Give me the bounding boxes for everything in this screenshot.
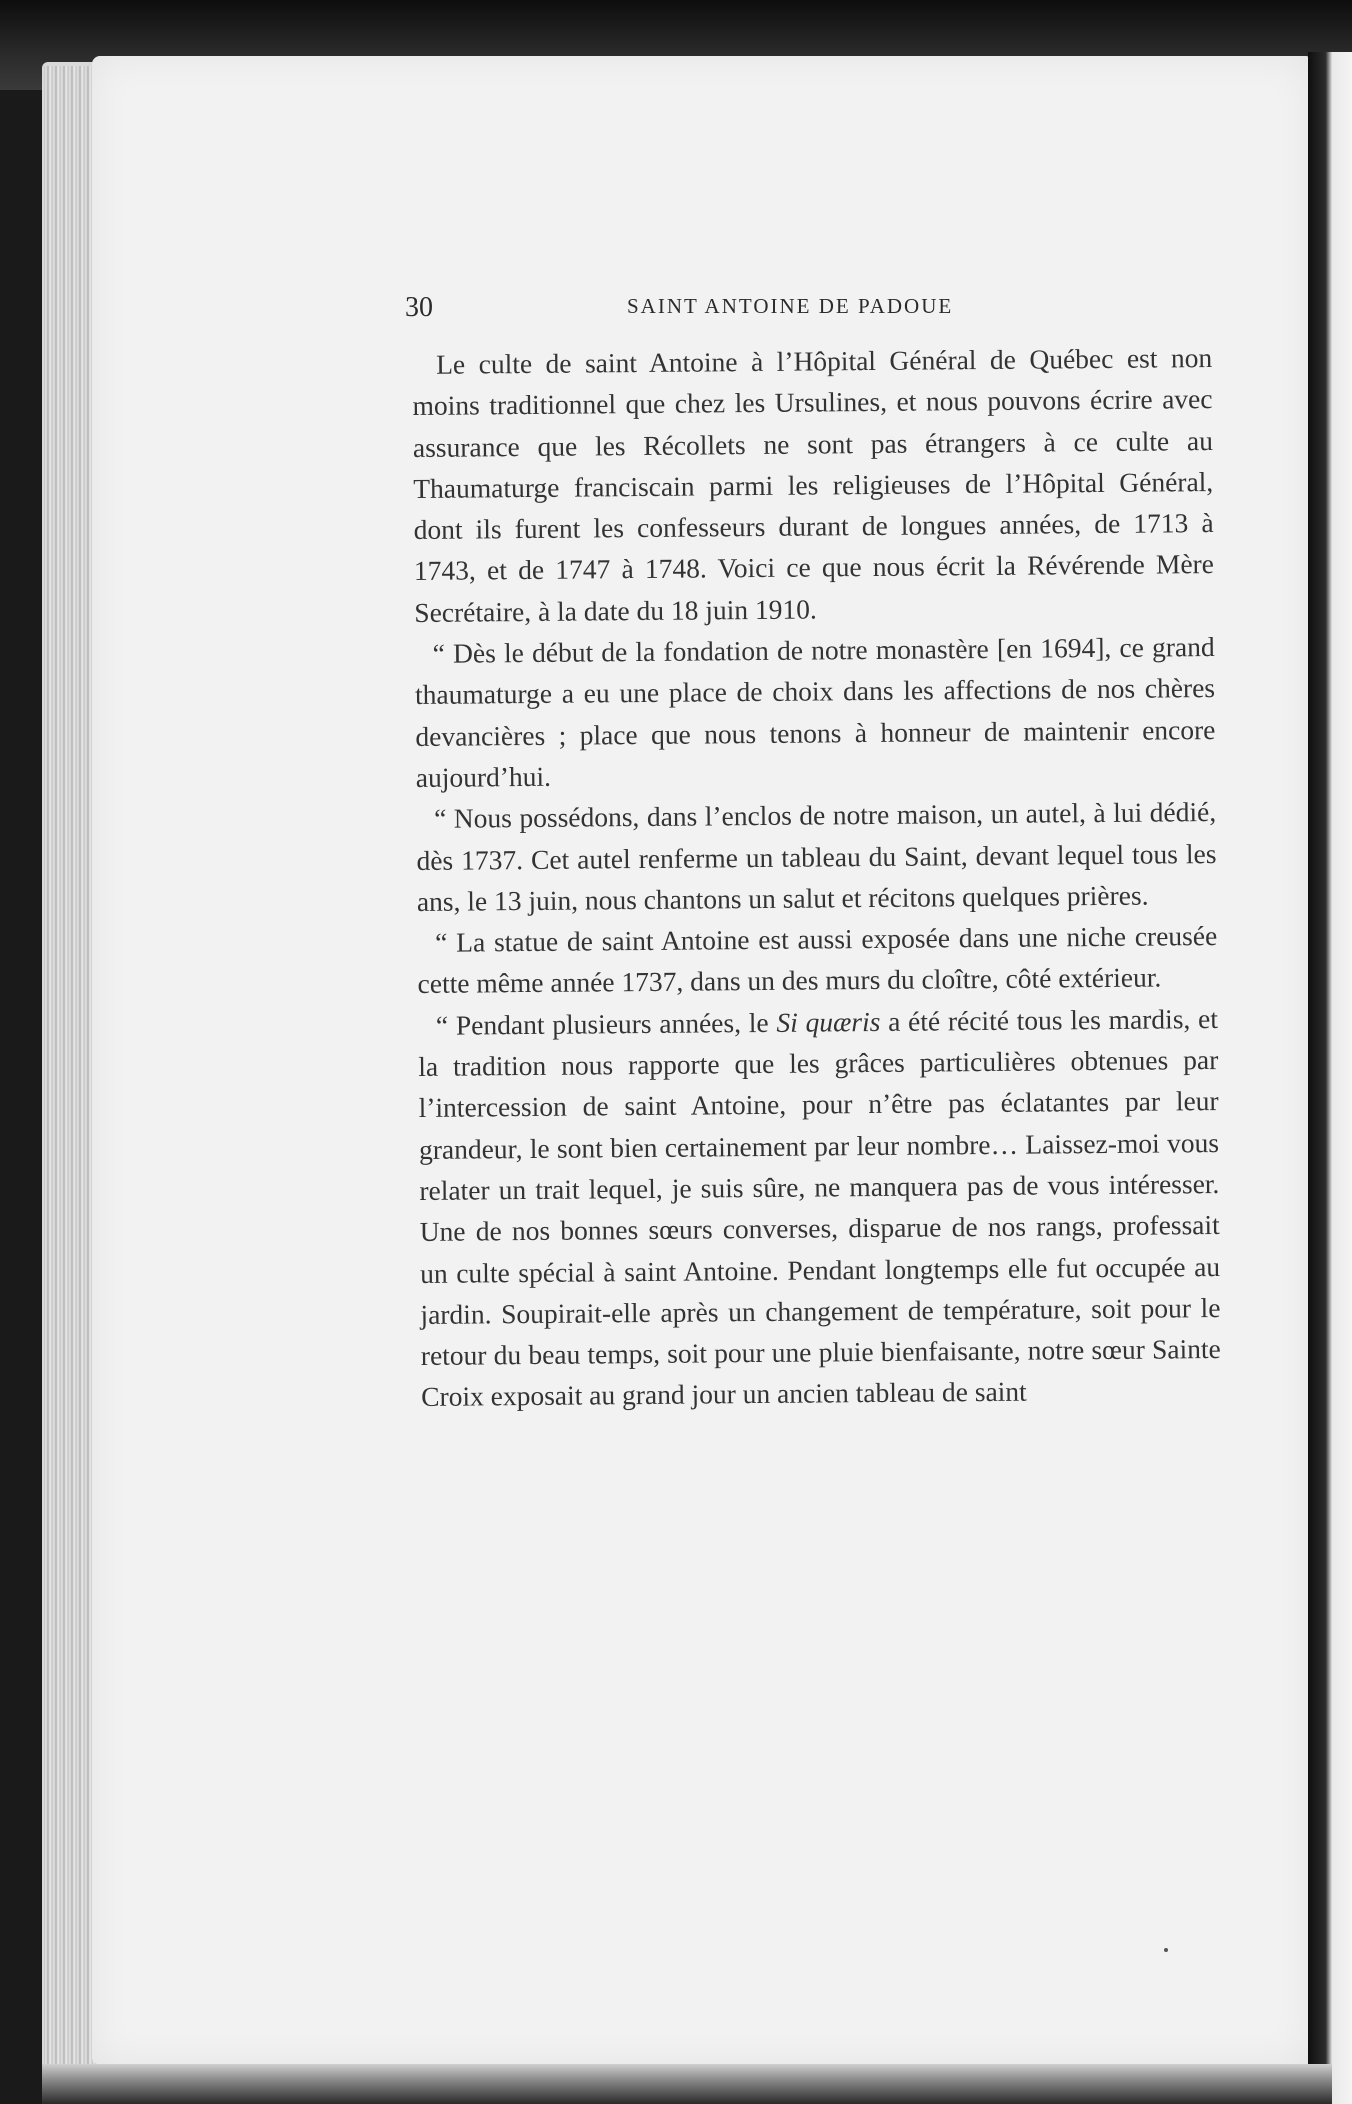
paragraph-text: a été récité tous les mardis, et la tradition nous rapporte que les grâces particulières obtenues par l’intercession de saint Antoine, pour n’être pas éclatantes par leur grandeur, le sont bien certainement par leur nombre… Laissez-moi vous relater un trait lequel, je suis sûre, ne manquera pas de vous intéresser. Une de nos bonnes sœurs converses, disparue de nos rangs, professait un culte spécial à saint Antoine. Pendant longtemps elle fut occupée au jardin. Soupirait-elle après un changement de température, soit pour le retour du beau temps, soit pour une pluie bienfaisante, notre sœur Sainte Croix exposait au grand jour un ancien tableau de saint xyxy=(418,1002,1221,1413)
paragraph: “ Nous possédons, dans l’enclos de notre maison, un autel, à lui dédié, dès 1737. Cet autel renferme un tableau du Saint, devant lequel tous les ans, le 13 juin, nous chantons un salut et récitons quelques prières. xyxy=(416,796,1217,917)
latin-title: Si quæris xyxy=(776,1005,881,1038)
paragraph: Le culte de saint Antoine à l’Hôpital Général de Québec est non moins traditionnel que chez les Ursulines, et nous pouvons écrire avec assurance que les Récollets ne sont pas étrangers à ce culte au Thaumaturge franciscain parmi les religieuses de l’Hôpital Général, dont ils furent les confesseurs durant de longues années, de 1713 à 1743, et de 1747 à 1748. Voici ce que nous écrit la Révérende Mère Secrétaire, à la date du 18 juin 1910. xyxy=(412,342,1215,628)
body-text xyxy=(412,337,1221,1418)
paper-speck xyxy=(1164,1948,1168,1952)
page-bottom-edge xyxy=(42,2064,1332,2104)
page-number: 30 xyxy=(405,292,433,323)
running-title: SAINT ANTOINE DE PADOUE xyxy=(627,294,954,318)
paragraph: “ La statue de saint Antoine est aussi exposée dans une niche creusée cette même année 1737, dans un des murs du cloître, côté extérieur. xyxy=(417,920,1218,1000)
paragraph-text: “ Pendant plusieurs années, le xyxy=(435,1006,777,1041)
page-right-edge xyxy=(1308,52,1352,2104)
page-header xyxy=(405,292,1165,332)
paragraph xyxy=(418,998,1222,1418)
paragraph: “ Dès le début de la fondation de notre monastère [en 1694], ce grand thaumaturge a eu une place de choix dans les affections de nos chères devancières ; place que nous tenons à honneur de maintenir encore aujourd’hui. xyxy=(414,631,1216,793)
